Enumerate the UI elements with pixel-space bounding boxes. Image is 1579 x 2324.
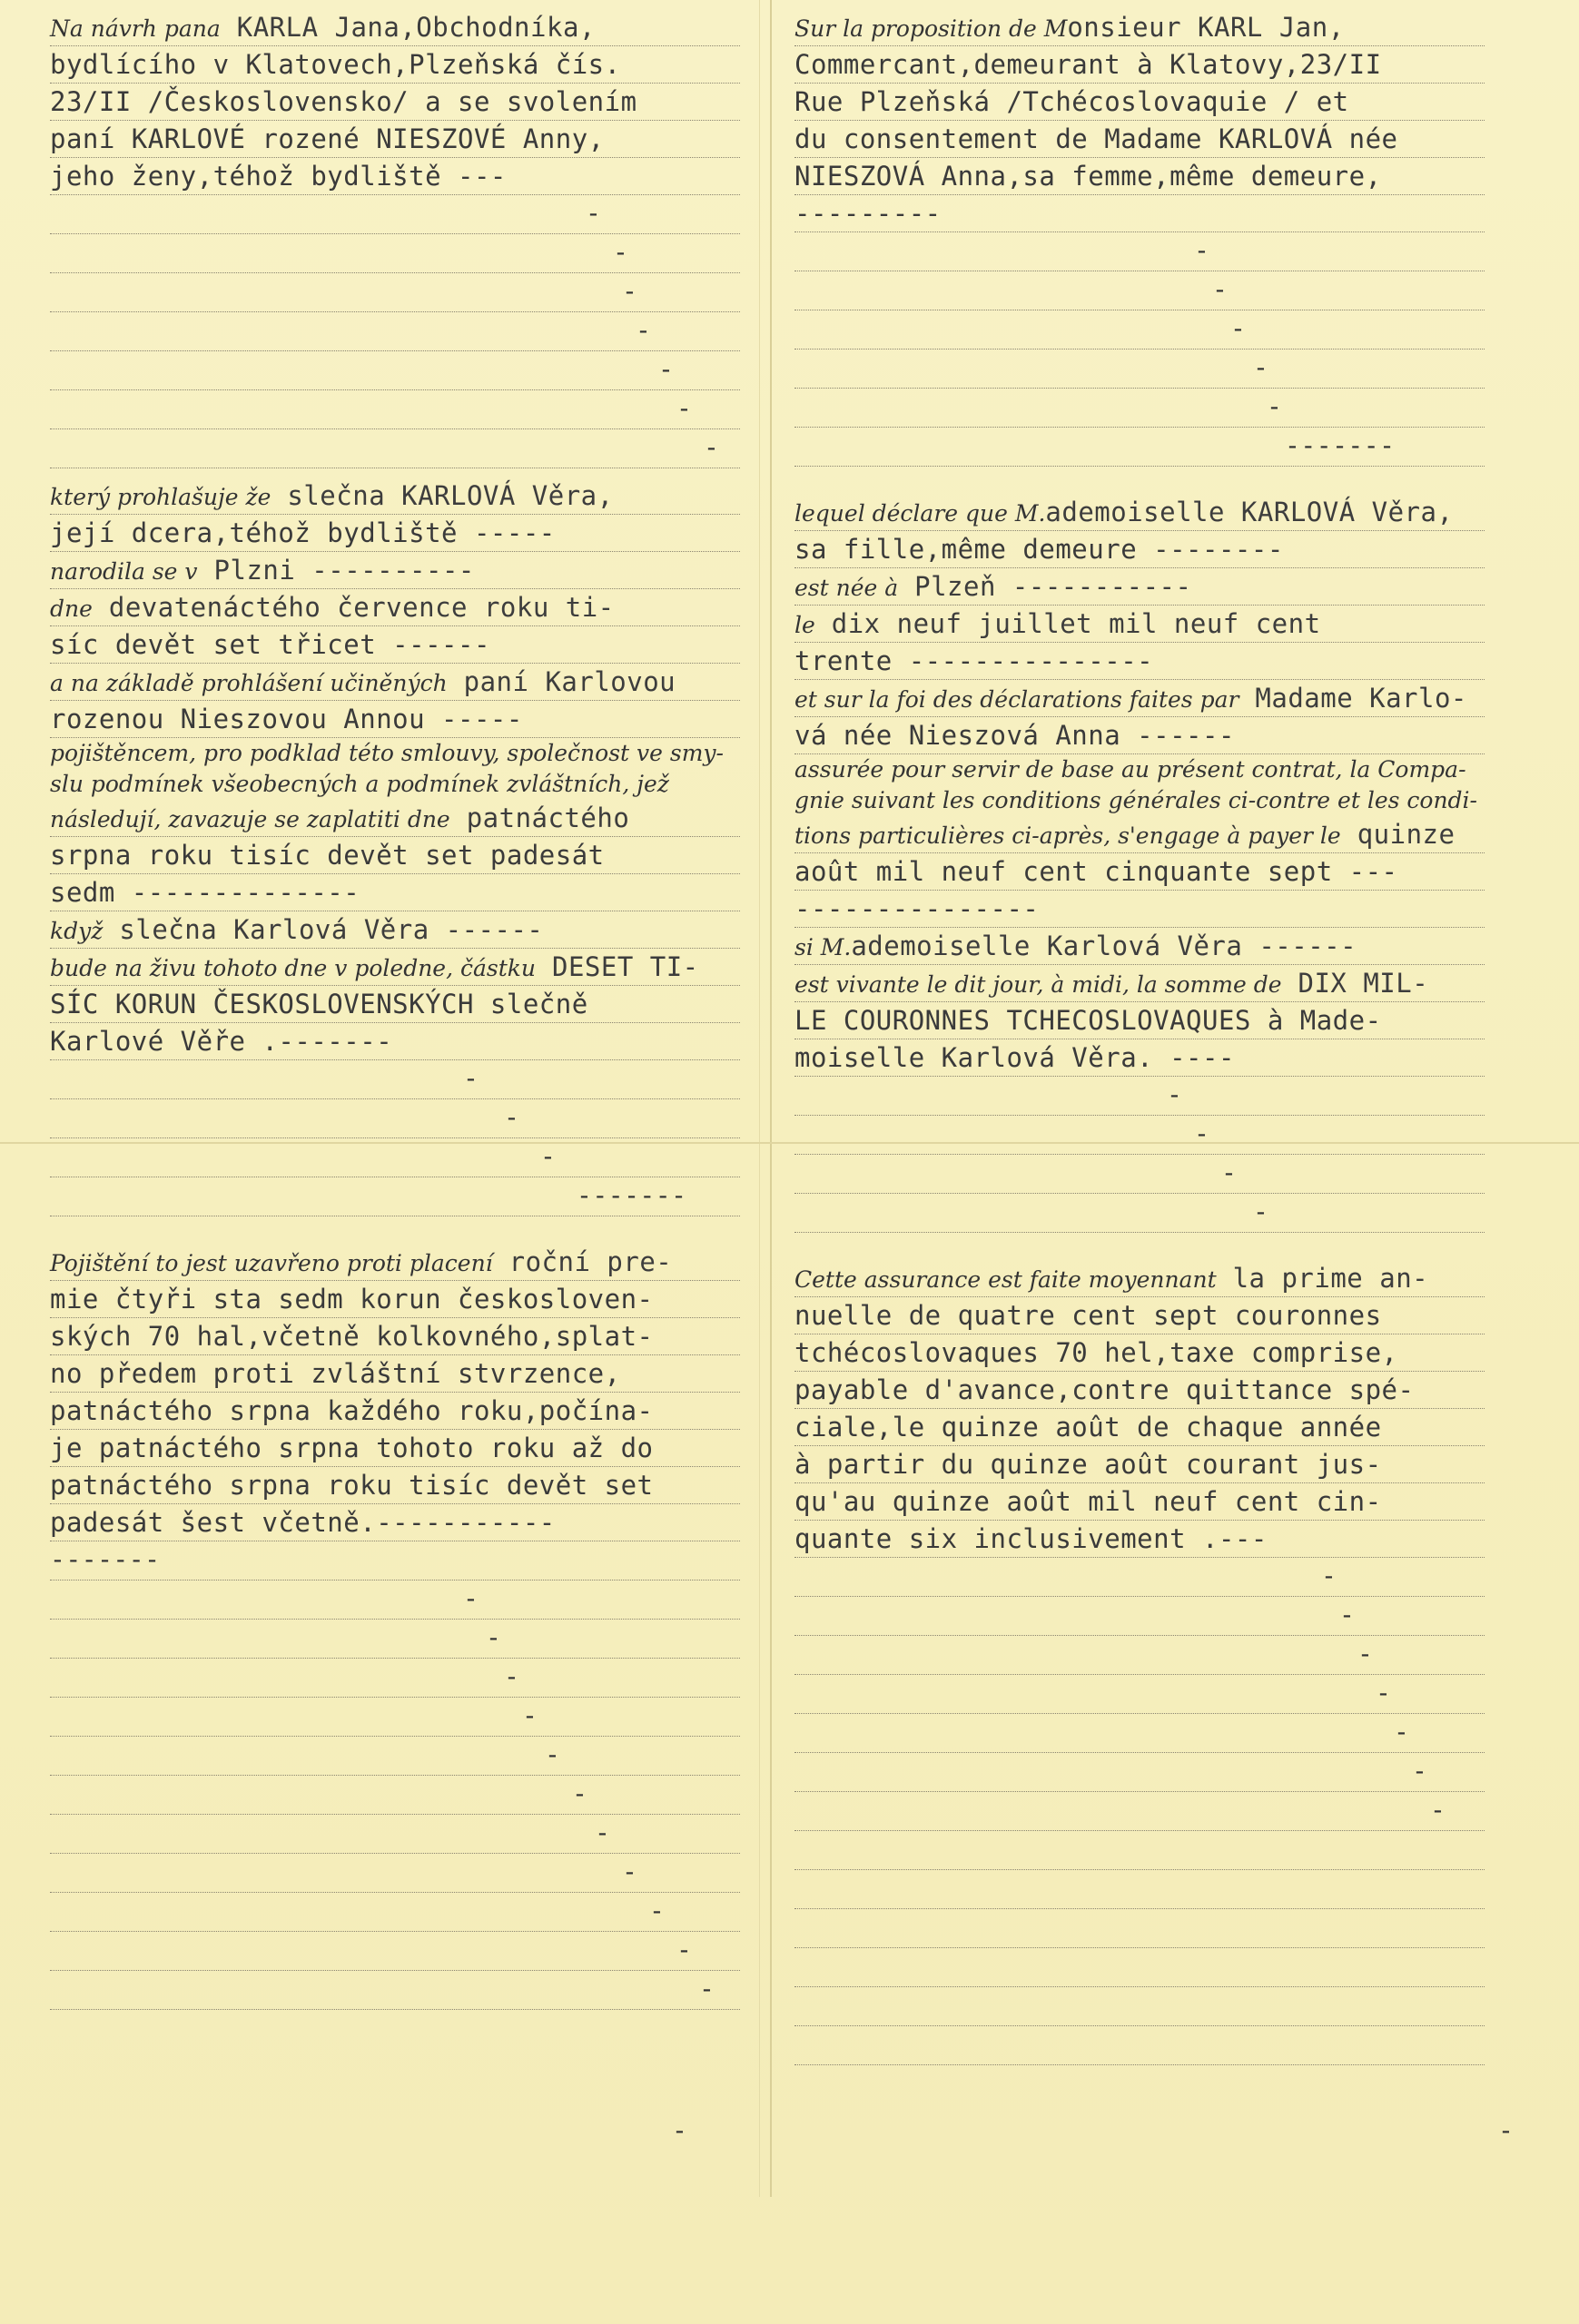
blank-line: - <box>50 234 740 273</box>
line: Karlové Věře .------- <box>50 1023 740 1060</box>
trailing-dashes-right: - <box>1498 2115 1514 2145</box>
blank-line: - <box>794 1675 1485 1714</box>
line: le dix neuf juillet mil neuf cent <box>794 606 1485 643</box>
line: nuelle de quatre cent sept couronnes <box>794 1297 1485 1334</box>
line: bude na živu tohoto dne v poledne, částku DESET TI- <box>50 949 740 986</box>
blank-line: - <box>50 1620 740 1659</box>
blank-line: - <box>50 1971 740 2010</box>
blank-line: - <box>50 390 740 429</box>
line: patnáctého srpna roku tisíc devět set <box>50 1467 740 1504</box>
line: který prohlašuje že slečna KARLOVÁ Věra, <box>50 478 740 515</box>
line: moiselle Karlová Věra. ---- <box>794 1039 1485 1077</box>
blank-line: - <box>50 1776 740 1815</box>
blank-line: - <box>50 1893 740 1932</box>
blank-line: - <box>50 1815 740 1854</box>
line: NIESZOVÁ Anna,sa femme,même demeure, <box>794 158 1485 195</box>
printed-line: gnie suivant les conditions générales ci-contre et les condi- <box>794 787 1477 813</box>
printed-line: assurée pour servir de base au présent contrat, la Compa- <box>794 756 1466 783</box>
blank-line: - <box>50 1737 740 1776</box>
center-fold-shadow <box>759 0 760 2197</box>
line: vá née Nieszová Anna ------ <box>794 717 1485 754</box>
line: sa fille,même demeure -------- <box>794 531 1485 568</box>
printed-line: pojištěncem, pro podklad této smlouvy, společnost ve smy- <box>50 740 724 766</box>
line: mie čtyři sta sedm korun českosloven- <box>50 1281 740 1318</box>
line: SÍC KORUN ČESKOSLOVENSKÝCH slečně <box>50 986 740 1023</box>
blank-line: - <box>794 1714 1485 1753</box>
line: Cette assurance est faite moyennant la prime an- <box>794 1260 1485 1297</box>
line: ských 70 hal,včetně kolkovného,splat- <box>50 1318 740 1355</box>
blank-line: ------- <box>794 428 1485 467</box>
blank-line: - <box>50 1060 740 1099</box>
czech-premium-block <box>50 1244 740 2010</box>
center-fold <box>770 0 772 2197</box>
blank-line: - <box>50 1932 740 1971</box>
blank-line: - <box>50 429 740 468</box>
french-premium-block <box>794 1260 1485 2065</box>
line: ciale,le quinze août de chaque année <box>794 1409 1485 1446</box>
blank-line: - <box>794 232 1485 271</box>
line: lequel déclare que M.ademoiselle KARLOVÁ Věra, <box>794 494 1485 531</box>
blank-line: - <box>794 389 1485 428</box>
line: tions particulières ci-après, s'engage à payer le quinze <box>794 816 1485 853</box>
line: Commercant,demeurant à Klatovy,23/II <box>794 46 1485 84</box>
blank-line: - <box>50 1138 740 1177</box>
line: du consentement de Madame KARLOVÁ née <box>794 121 1485 158</box>
line: rozenou Nieszovou Annou ----- <box>50 701 740 738</box>
line: no předem proti zvláštní stvrzence, <box>50 1355 740 1393</box>
czech-column <box>50 9 740 2010</box>
line: et sur la foi des déclarations faites par Madame Karlo- <box>794 680 1485 717</box>
line: à partir du quinze août courant jus- <box>794 1446 1485 1483</box>
line: 23/II /Československo/ a se svolením <box>50 84 740 121</box>
line: srpna roku tisíc devět set padesát <box>50 837 740 874</box>
blank-line: - <box>794 1597 1485 1636</box>
blank-line: - <box>50 195 740 234</box>
line: následují, zavazuje se zaplatiti dne patnáctého <box>50 800 740 837</box>
blank-line: - <box>50 1698 740 1737</box>
line: est née à Plzeň ----------- <box>794 568 1485 606</box>
line: LE COURONNES TCHECOSLOVAQUES à Made- <box>794 1002 1485 1039</box>
blank-line: - <box>50 1659 740 1698</box>
line: Na návrh pana KARLA Jana,Obchodníka, <box>50 9 740 46</box>
line: Sur la proposition de Monsieur KARL Jan, <box>794 9 1485 46</box>
blank-line: - <box>794 1077 1485 1116</box>
czech-declaration-block <box>50 478 740 1216</box>
blank-line <box>794 1987 1485 2026</box>
french-declaration-block <box>794 494 1485 1233</box>
blank-line: - <box>794 1194 1485 1233</box>
line: --------------- <box>794 891 1485 928</box>
line: si M.ademoiselle Karlová Věra ------ <box>794 928 1485 965</box>
blank-line: ------- <box>50 1177 740 1216</box>
line: dne devatenáctého července roku ti- <box>50 589 740 626</box>
blank-line: - <box>50 312 740 351</box>
line: a na základě prohlášení učiněných paní Karlovou <box>50 664 740 701</box>
line: patnáctého srpna každého roku,počína- <box>50 1393 740 1430</box>
french-column <box>794 9 1485 2065</box>
blank-line <box>794 1831 1485 1870</box>
line: est vivante le dit jour, à midi, la somme de DIX MIL- <box>794 965 1485 1002</box>
line: jeho ženy,téhož bydliště --- <box>50 158 740 195</box>
blank-line: - <box>794 1636 1485 1675</box>
blank-line: - <box>50 1581 740 1620</box>
blank-line: - <box>794 1792 1485 1831</box>
line: trente --------------- <box>794 643 1485 680</box>
blank-line <box>794 2026 1485 2065</box>
line: když slečna Karlová Věra ------ <box>50 911 740 949</box>
czech-proposal-block <box>50 9 740 468</box>
blank-line: - <box>794 1155 1485 1194</box>
line: tchécoslovaques 70 hel,taxe comprise, <box>794 1334 1485 1372</box>
blank-line: - <box>794 1116 1485 1155</box>
line: bydlícího v Klatovech,Plzeňská čís. <box>50 46 740 84</box>
blank-line: - <box>50 1099 740 1138</box>
line: quante six inclusivement .--- <box>794 1521 1485 1558</box>
line: Pojištění to jest uzavřeno proti placení roční pre- <box>50 1244 740 1281</box>
blank-line: - <box>794 350 1485 389</box>
blank-line: - <box>50 351 740 390</box>
blank-line <box>794 1870 1485 1909</box>
blank-line: - <box>794 310 1485 350</box>
blank-line: - <box>50 1854 740 1893</box>
blank-line: - <box>50 273 740 312</box>
line: sedm -------------- <box>50 874 740 911</box>
blank-line <box>794 1909 1485 1948</box>
line: Rue Plzeňská /Tchécoslovaquie / et <box>794 84 1485 121</box>
blank-line <box>794 1948 1485 1987</box>
line: síc devět set třicet ------ <box>50 626 740 664</box>
line: août mil neuf cent cinquante sept --- <box>794 853 1485 891</box>
line: padesát šest včetně.----------- <box>50 1504 740 1541</box>
line: paní KARLOVÉ rozené NIESZOVÉ Anny, <box>50 121 740 158</box>
blank-line: - <box>794 271 1485 310</box>
blank-line: - <box>794 1558 1485 1597</box>
blank-line: ------- <box>50 1541 740 1581</box>
french-proposal-block <box>794 9 1485 467</box>
line: její dcera,téhož bydliště ----- <box>50 515 740 552</box>
printed-line: slu podmínek všeobecných a podmínek zvláštních, jež <box>50 771 669 797</box>
line: --------- <box>794 195 1485 232</box>
line: je patnáctého srpna tohoto roku až do <box>50 1430 740 1467</box>
line: qu'au quinze août mil neuf cent cin- <box>794 1483 1485 1521</box>
line: payable d'avance,contre quittance spé- <box>794 1372 1485 1409</box>
line: narodila se v Plzni ---------- <box>50 552 740 589</box>
blank-line: - <box>794 1753 1485 1792</box>
trailing-dashes-left: - <box>672 2115 687 2145</box>
